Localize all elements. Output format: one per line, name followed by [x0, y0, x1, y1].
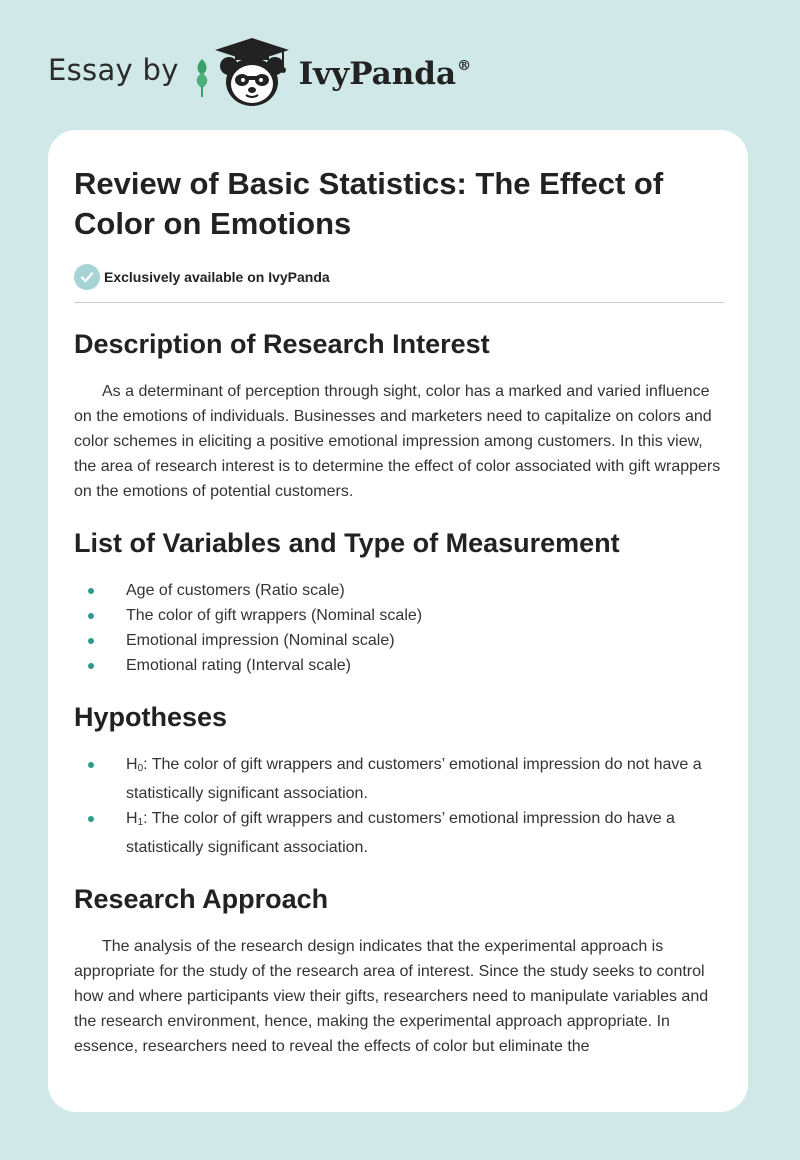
hypothesis-null: [74, 752, 724, 806]
essay-by-label: Essay by: [48, 53, 179, 87]
list-item: The color of gift wrappers (Nominal scale): [74, 603, 724, 628]
panda-logo-icon: [213, 36, 291, 110]
ivy-leaf-icon: [193, 57, 211, 97]
hypothesis-subscript: 0: [137, 763, 144, 774]
essay-title: Review of Basic Statistics: The Effect of Color on Emotions: [74, 166, 664, 241]
hypothesis-text: : The color of gift wrappers and customers’ emotional impression do not have a statistically significant association.: [126, 756, 702, 802]
hypothesis-alternative: [74, 806, 724, 860]
brand-name: [299, 56, 471, 92]
exclusive-badge: [74, 264, 724, 290]
brand-label: IvyPanda: [298, 56, 457, 92]
list-item: Age of customers (Ratio scale): [74, 578, 724, 603]
exclusive-label: Exclusively available on IvyPanda: [104, 269, 330, 285]
check-icon: [74, 264, 100, 290]
hypotheses-list: [74, 752, 724, 860]
title-divider: [74, 302, 724, 303]
research-interest-paragraph: As a determinant of perception through sight, color has a marked and varied influence on the emotions of individuals. Businesses and marketers need to capitalize on colors and color schemes in eliciting a positive emotional impression among customers. In this view, the area of research interest is to determine the effect of color associated with gift wrappers on the emotions of potential customers.: [74, 383, 721, 500]
registered-mark: ®: [457, 58, 472, 74]
section-heading-hypotheses: Hypotheses: [74, 702, 228, 732]
list-item: Emotional rating (Interval scale): [74, 653, 724, 678]
hypothesis-symbol: H: [126, 756, 138, 773]
section-heading-research-interest: Description of Research Interest: [74, 329, 490, 359]
section-heading-variables: List of Variables and Type of Measurement: [74, 528, 620, 558]
essay-card: [48, 130, 748, 1112]
site-header: [48, 36, 471, 110]
hypothesis-subscript: 1: [137, 817, 144, 828]
variables-list: [74, 578, 724, 678]
section-heading-research-approach: Research Approach: [74, 884, 329, 914]
essay-content: [74, 164, 724, 1059]
research-approach-paragraph: The analysis of the research design indicates that the experimental approach is appropriate for the study of the research area of interest. Since the study seeks to control how and where participants view their gifts, researchers need to manipulate variables and the research environment, hence, making the experimental approach appropriate. In essence, researchers need to reveal the effects of color but eliminate the: [74, 938, 709, 1055]
hypothesis-text: : The color of gift wrappers and customers’ emotional impression do have a statistically significant association.: [126, 810, 675, 856]
list-item: Emotional impression (Nominal scale): [74, 628, 724, 653]
hypothesis-symbol: H: [126, 810, 138, 827]
